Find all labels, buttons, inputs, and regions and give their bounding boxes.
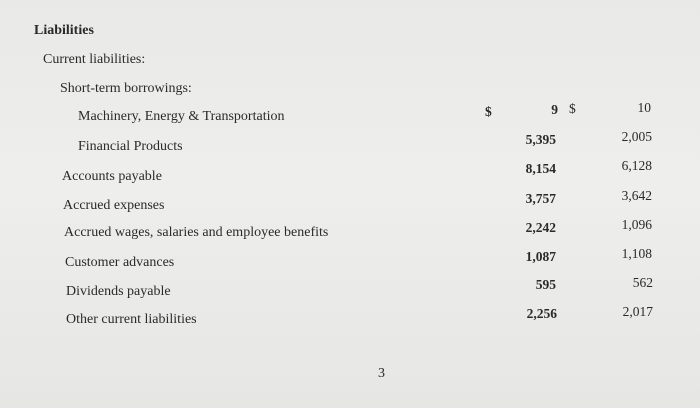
value-prior-other-current-liabilities: 2,017: [622, 304, 653, 319]
value-prior-accounts-payable: 6,128: [621, 158, 652, 173]
value-current-accrued-expenses: 3,757: [525, 191, 556, 206]
row-label-other-current-liabilities: Other current liabilities: [66, 312, 197, 327]
value-current-customer-advances: 1,087: [525, 249, 556, 264]
row-label-machinery: Machinery, Energy & Transportation: [78, 109, 285, 124]
row-label-customer-advances: Customer advances: [65, 255, 175, 270]
row-label-financial-products: Financial Products: [78, 139, 183, 154]
currency-symbol-prior: $: [569, 101, 576, 116]
group-title: Short-term borrowings:: [60, 81, 192, 96]
value-prior-accrued-expenses: 3,642: [621, 188, 652, 203]
row-label-accrued-wages: Accrued wages, salaries and employee benefits: [64, 225, 329, 240]
row-label-accrued-expenses: Accrued expenses: [63, 198, 165, 213]
value-prior-machinery: 10: [637, 100, 651, 115]
value-current-machinery: 9: [551, 102, 558, 117]
value-current-other-current-liabilities: 2,256: [526, 306, 557, 321]
row-label-accounts-payable: Accounts payable: [62, 169, 162, 184]
currency-symbol-current: $: [485, 104, 492, 119]
value-current-accounts-payable: 8,154: [525, 161, 556, 176]
value-prior-dividends-payable: 562: [632, 275, 653, 290]
value-prior-customer-advances: 1,108: [621, 246, 652, 261]
value-prior-accrued-wages: 1,096: [621, 217, 652, 232]
row-label-dividends-payable: Dividends payable: [66, 284, 171, 299]
subsection-title: Current liabilities:: [43, 52, 146, 67]
value-prior-financial-products: 2,005: [621, 129, 652, 144]
section-title: Liabilities: [34, 23, 94, 38]
page-number: 3: [378, 366, 385, 381]
value-current-financial-products: 5,395: [525, 132, 556, 147]
value-current-dividends-payable: 595: [535, 277, 556, 292]
value-current-accrued-wages: 2,242: [525, 220, 556, 235]
